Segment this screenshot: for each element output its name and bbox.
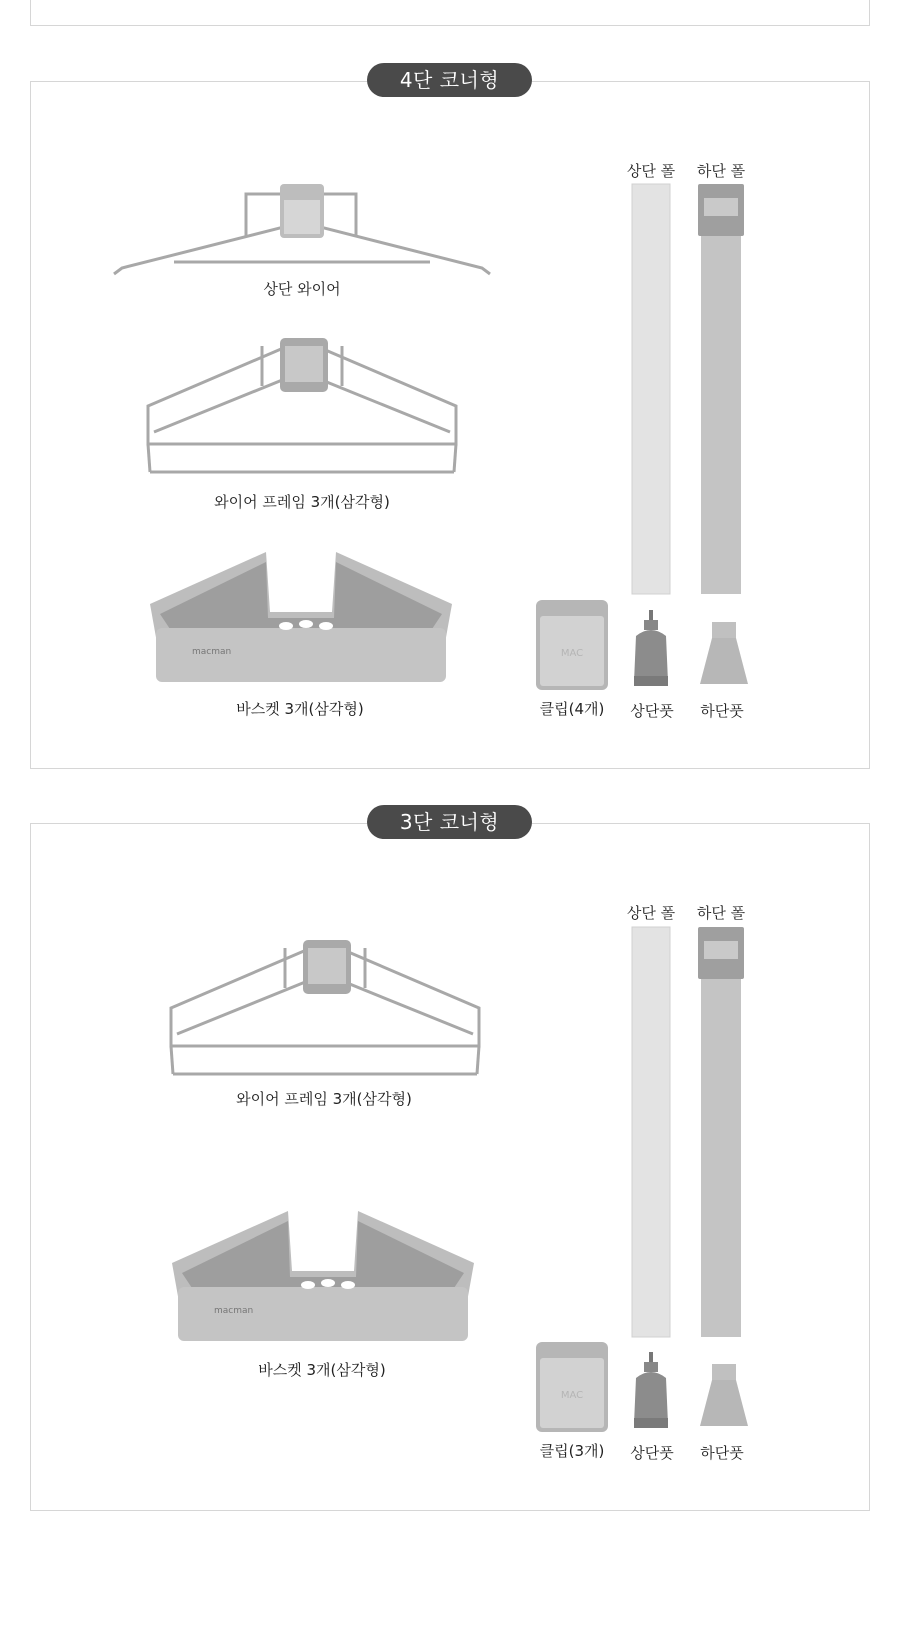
top-wire-label: 상단 와이어 [263, 280, 341, 298]
clip-label: 클립(4개) [539, 700, 605, 718]
wire-frame-label-2: 와이어 프레임 3개(삼각형) [236, 1090, 412, 1108]
lower-pole-image [698, 184, 744, 594]
basket-label-2: 바스켓 3개(삼각형) [258, 1361, 386, 1379]
lower-foot-image [698, 622, 750, 688]
top-wire-image [110, 180, 494, 290]
previous-section-panel [30, 0, 870, 26]
upper-pole-label-2: 상단 폴 [626, 904, 676, 922]
basket-image-2 [168, 1207, 478, 1347]
svg-text:MAC: MAC [560, 648, 584, 659]
wire-frame-image [142, 336, 462, 478]
upper-pole-image-2 [632, 927, 670, 1337]
upper-foot-image-2 [630, 1352, 672, 1430]
upper-foot-image [630, 610, 672, 688]
lower-pole-image-2 [698, 927, 744, 1337]
section-3tier-title: 3단 코너형 [367, 805, 532, 839]
svg-text:macman: macman [192, 647, 232, 657]
upper-pole-image [632, 184, 670, 594]
basket-image [146, 548, 456, 688]
upper-foot-label-2: 상단풋 [630, 1444, 674, 1462]
lower-pole-label-2: 하단 폴 [696, 904, 746, 922]
clip-image [536, 600, 608, 690]
clip-image-2 [536, 1342, 608, 1432]
lower-foot-image-2 [698, 1364, 750, 1430]
lower-pole-label: 하단 폴 [696, 162, 746, 180]
wire-frame-image-2 [165, 938, 485, 1080]
svg-text:macman: macman [214, 1306, 254, 1316]
upper-pole-label: 상단 폴 [626, 162, 676, 180]
lower-foot-label: 하단풋 [700, 702, 744, 720]
lower-foot-label-2: 하단풋 [700, 1444, 744, 1462]
svg-text:MAC: MAC [560, 1390, 584, 1401]
clip-label-2: 클립(3개) [539, 1442, 605, 1460]
wire-frame-label: 와이어 프레임 3개(삼각형) [214, 493, 390, 511]
upper-foot-label: 상단풋 [630, 702, 674, 720]
basket-label: 바스켓 3개(삼각형) [236, 700, 364, 718]
section-4tier-title: 4단 코너형 [367, 63, 532, 97]
